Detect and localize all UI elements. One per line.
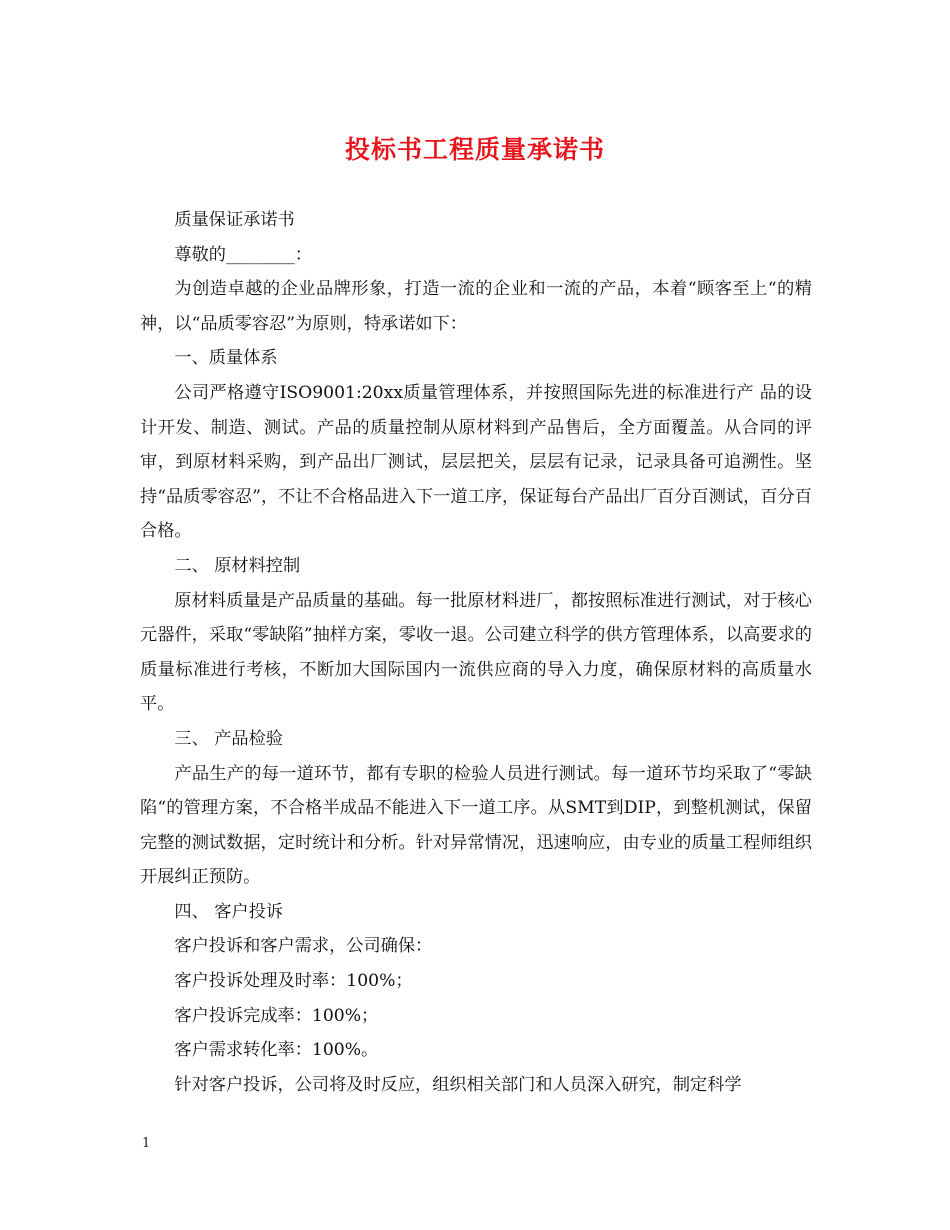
paragraph-complaint-rate-3: 客户需求转化率：100%。 [174, 1040, 379, 1061]
paragraph-complaints-intro: 客户投诉和客户需求，公司确保： [174, 936, 433, 957]
paragraph-raw-material: 原材料质量是产品质量的基础。每一批原材料进厂，都按照标准进行测试，对于核心元器件，采取“零缺陷”抽样方案，零收一退。公司建立科学的供方管理体系，以高要求的质量标准进行考核，不断加大国际国内一流供应商的导入力度，确保原材料的高质量水平。 [140, 590, 812, 715]
section-heading-quality-system: 一、质量体系 [174, 348, 278, 369]
page-number: 1 [142, 1136, 151, 1151]
document-body [140, 203, 812, 1102]
paragraph-complaint-rate-2: 客户投诉完成率：100%； [174, 1005, 379, 1026]
paragraph-complaint-rate-1: 客户投诉处理及时率：100%； [174, 971, 413, 992]
paragraph-salutation: 尊敬的________： [174, 244, 312, 265]
paragraph-heading: 质量保证承诺书 [174, 210, 295, 230]
section-heading-raw-material: 二、 原材料控制 [174, 555, 301, 576]
paragraph-quality-system: 公司严格遵守ISO9001:20xx质量管理体系，并按照国际先进的标准进行产 品的设计开发、制造、测试。产品的质量控制从原材料到产品售后，全方面覆盖。从合同的评审，到原材料采购，到产品出厂测试，层层把关，层层有记录，记录具备可追溯性。坚持“品质零容忍”，不让不合格品进入下一道工序，保证每台产品出厂百分百测试，百分百合格。 [140, 382, 812, 542]
section-heading-inspection: 三、 产品检验 [174, 728, 283, 749]
paragraph-complaint-response: 针对客户投诉，公司将及时反应，组织相关部门和人员深入研究，制定科学 [174, 1074, 742, 1095]
document-title: 投标书工程质量承诺书 [344, 135, 605, 164]
paragraph-intro: 为创造卓越的企业品牌形象，打造一流的企业和一流的产品，本着“顾客至上“的精神，以“品质零容忍”为原则，特承诺如下： [140, 279, 812, 334]
section-heading-complaints: 四、 客户投诉 [174, 901, 283, 922]
paragraph-inspection: 产品生产的每一道环节，都有专职的检验人员进行测试。每一道环节均采取了“零缺陷“的管理方案，不合格半成品不能进入下一道工序。从SMT到DIP，到整机测试，保留完整的测试数据，定时统计和分析。针对异常情况，迅速响应，由专业的质量工程师组织开展纠正预防。 [140, 763, 812, 888]
